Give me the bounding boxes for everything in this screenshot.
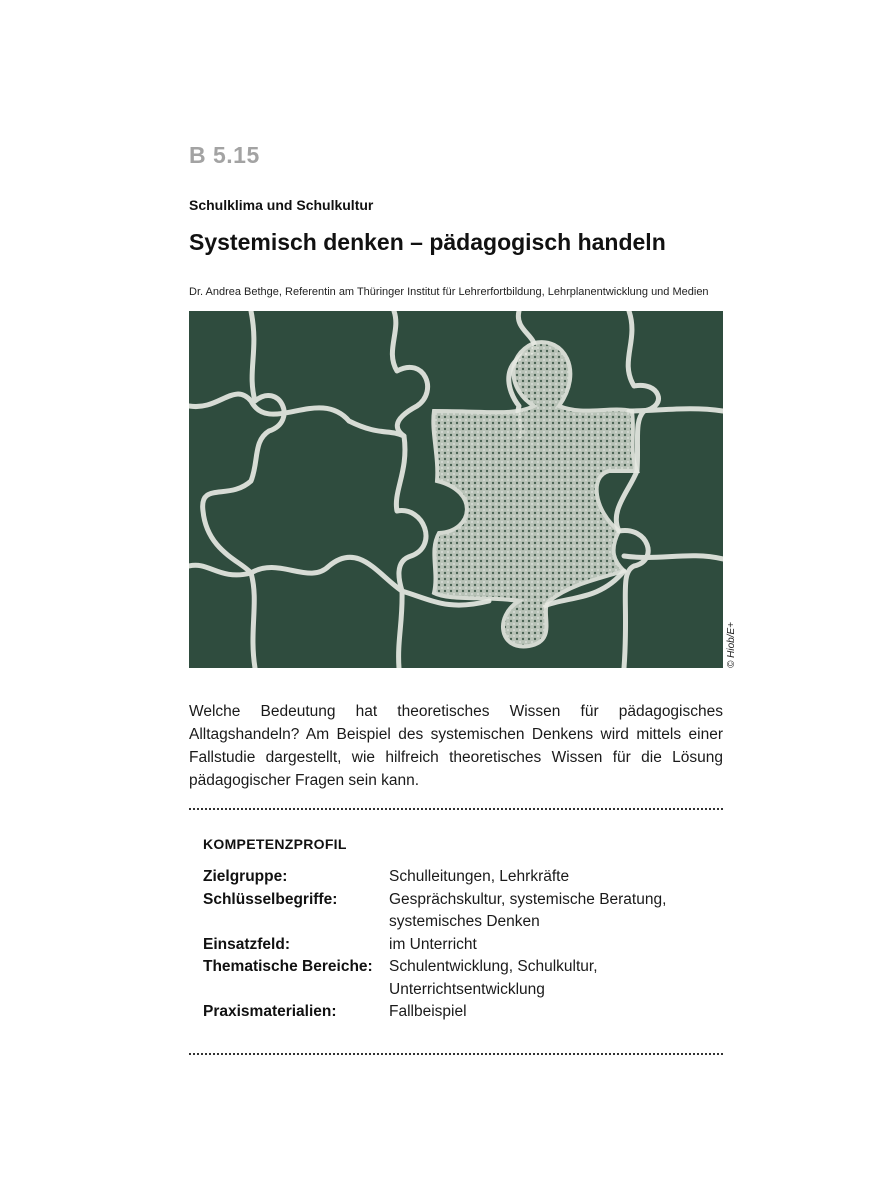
profile-value: im Unterricht bbox=[389, 935, 477, 953]
profile-key: Praxismaterialien: bbox=[203, 1003, 337, 1020]
profile-row bbox=[203, 1001, 708, 1024]
profile-value: Fallbeispiel bbox=[389, 1003, 467, 1020]
profile-key: Thematische Bereiche: bbox=[203, 958, 373, 975]
intro-paragraph: Welche Bedeutung hat theoretisches Wissen für pädagogisches Alltagshandeln? Am Beispiel des systemischen Denkens wird mittels einer Fallstudie dargestellt, wie hilfreich theoretisches Wissen für die Lösung pädagogischer Fragen sein kann. bbox=[189, 703, 723, 789]
dotted-divider-top bbox=[189, 808, 723, 810]
competence-profile bbox=[203, 836, 708, 1024]
profile-row bbox=[203, 934, 708, 957]
profile-row bbox=[203, 889, 708, 934]
image-credit: © Hiob/E+ bbox=[726, 621, 737, 668]
document-code: B 5.15 bbox=[189, 142, 260, 168]
page-title: Systemisch denken – pädagogisch handeln bbox=[189, 229, 666, 255]
profile-key: Einsatzfeld: bbox=[203, 935, 290, 953]
profile-key: Zielgruppe: bbox=[203, 868, 288, 885]
profile-row bbox=[203, 956, 708, 1001]
profile-row bbox=[203, 866, 708, 889]
dotted-divider-bottom bbox=[189, 1053, 723, 1055]
profile-value: Schulentwicklung, Schulkultur, Unterrichtsentwicklung bbox=[389, 958, 598, 998]
profile-key: Schlüsselbegriffe: bbox=[203, 890, 338, 908]
profile-value: Schulleitungen, Lehrkräfte bbox=[389, 868, 570, 885]
series-title: Schulklima und Schulkultur bbox=[189, 197, 374, 213]
profile-value: Gesprächskultur, systemische Beratung, systemisches Denken bbox=[389, 890, 667, 930]
chalkboard-puzzle-photo bbox=[189, 311, 723, 668]
profile-heading: KOMPETENZPROFIL bbox=[203, 836, 347, 852]
author-line: Dr. Andrea Bethge, Referentin am Thüringer Institut für Lehrerfortbildung, Lehrplanentwicklung und Medien bbox=[189, 286, 709, 298]
